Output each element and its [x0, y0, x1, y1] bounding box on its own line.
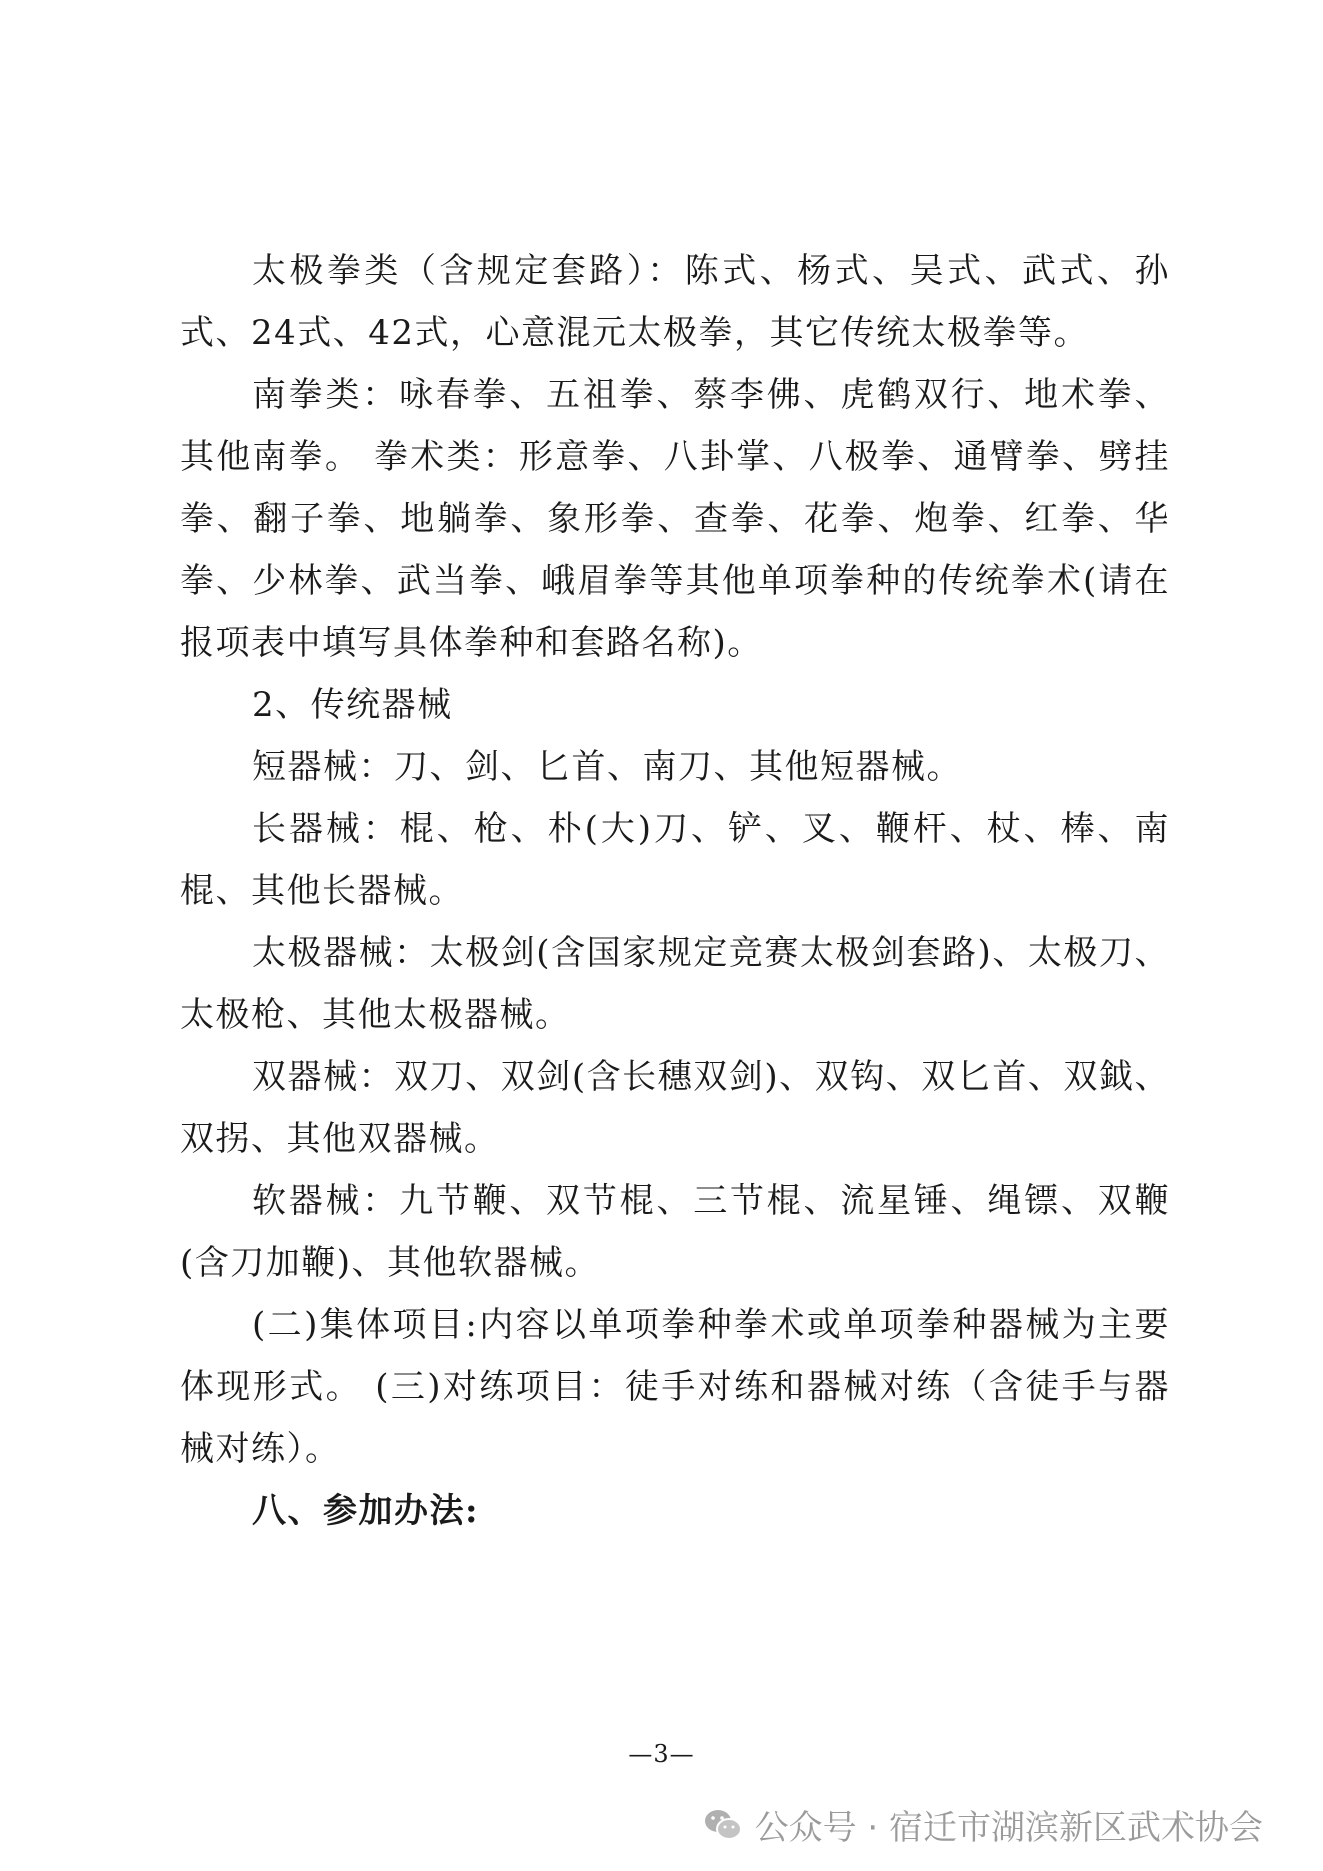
wechat-icon	[703, 1807, 743, 1843]
paragraph-traditional-weapons-heading: 2、传统器械	[252, 685, 453, 725]
paragraph-short-weapons: 短器械：刀、剑、匕首、南刀、其他短器械。	[252, 747, 962, 787]
paragraph-group-duel-events: (二)集体项目:内容以单项拳种拳术或单项拳种器械为主要体现形式。 (三)对练项目：徒手对练和器械对练（含徒手与器械对练）。	[180, 1305, 1170, 1469]
paragraph-taiji-quan: 太极拳类（含规定套路）：陈式、杨式、吴式、武式、孙式、24式、42式，心意混元太极拳，其它传统太极拳等。	[180, 251, 1170, 353]
paragraph-nanquan-quanshu: 南拳类：咏春拳、五祖拳、蔡李佛、虎鹤双行、地术拳、其他南拳。 拳术类：形意拳、八卦掌、八极拳、通臂拳、劈挂拳、翻子拳、地躺拳、象形拳、查拳、花拳、炮拳、红拳、华拳、少林拳、武当拳、峨眉拳等其他单项拳种的传统拳术(请在报项表中填写具体拳种和套路名称)。	[180, 375, 1170, 663]
paragraph-long-weapons: 长器械：棍、枪、朴(大)刀、铲、叉、鞭杆、杖、棒、南棍、其他长器械。	[180, 809, 1170, 911]
page-number: —3—	[628, 1740, 695, 1768]
paragraph-double-weapons: 双器械：双刀、双剑(含长穗双剑)、双钩、双匕首、双鉞、双拐、其他双器械。	[180, 1057, 1170, 1159]
document-body	[180, 240, 1170, 1542]
section-heading-participation: 八、参加办法:	[252, 1491, 480, 1531]
watermark-text: 公众号 · 宿迁市湖滨新区武术协会	[754, 1808, 1263, 1848]
paragraph-soft-weapons: 软器械：九节鞭、双节棍、三节棍、流星锤、绳镖、双鞭(含刀加鞭)、其他软器械。	[180, 1181, 1170, 1283]
watermark	[703, 1800, 1263, 1849]
paragraph-taiji-weapons: 太极器械：太极剑(含国家规定竞赛太极剑套路)、太极刀、太极枪、其他太极器械。	[180, 933, 1170, 1035]
